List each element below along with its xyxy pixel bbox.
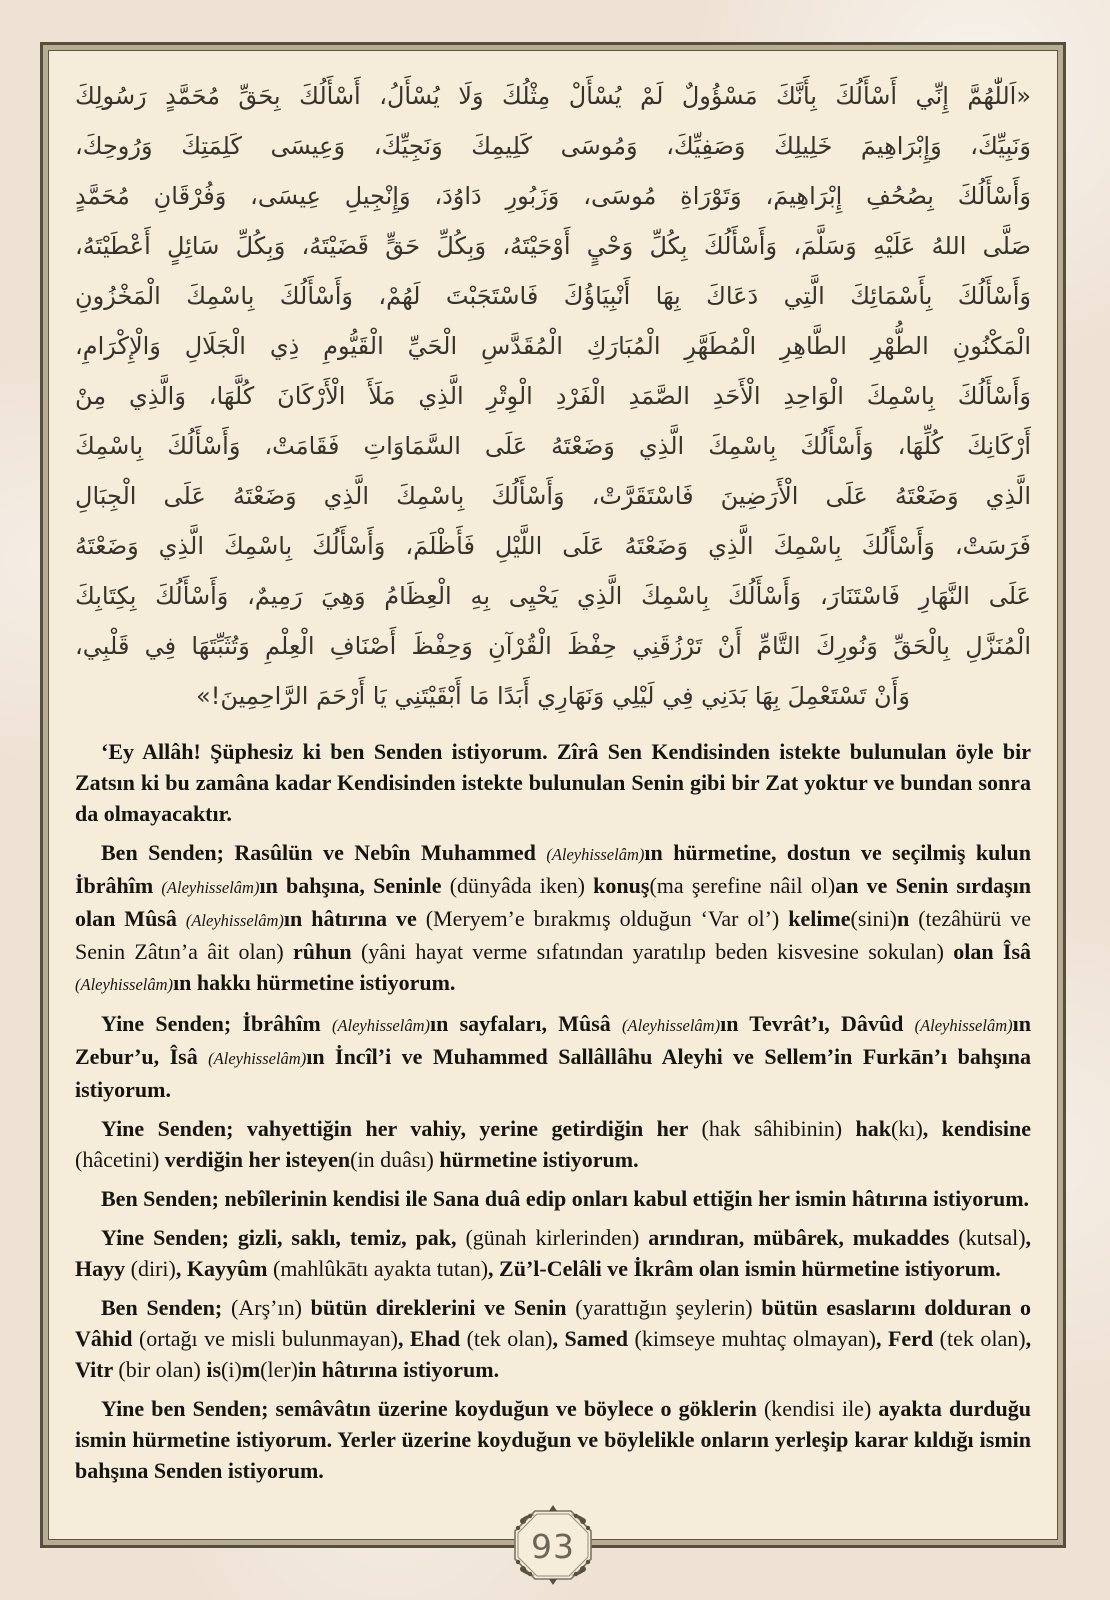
- translation-text: hak: [855, 1116, 891, 1141]
- explanatory-parenthetical: (hak sâhibinin): [701, 1116, 856, 1141]
- translation-text: ın Zebur’u, Îsâ: [75, 1011, 1031, 1069]
- arabic-line: أَرْكَانِكَ كُلِّهَا، وَأَسْأَلُكَ بِاسْمِكَ الَّذِي وَضَعْتَهُ عَلَى السَّمَاوَاتِ فَقَامَتْ، وَأَسْأَلُكَ بِاسْمِكَ: [75, 432, 1031, 460]
- explanatory-parenthetical: (tek olan): [939, 1326, 1026, 1351]
- explanatory-parenthetical: (tek olan): [466, 1326, 553, 1351]
- translation-text: Ben Senden;: [101, 1295, 232, 1320]
- translation-text: Ben Senden; Rasûlün ve Nebîn Muhammed: [101, 840, 547, 865]
- explanatory-parenthetical: (kimseye muhtaç olmayan): [634, 1326, 876, 1351]
- arabic-line: فَرَسَتْ، وَأَسْأَلُكَ بِاسْمِكَ الَّذِي وَضَعْتَهُ عَلَى اللَّيْلِ فَأَظْلَمَ، وَأَسْأَلُكَ بِاسْمِكَ الَّذِي وَضَعْتَهُ: [75, 532, 1031, 560]
- page-content: [49, 51, 1057, 1539]
- arabic-line: وَأَسْأَلُكَ بِاسْمِكَ الْوَاحِدِ الْأَحَدِ الصَّمَدِ الْفَرْدِ الْوِتْرِ الَّذِي مَلَأَ الْأَرْكَانَ كُلَّهَا، وَالَّذِي مِنْ: [75, 382, 1031, 410]
- explanatory-parenthetical: (sini): [850, 906, 897, 931]
- translation-text: an ve Senin sırdaşın olan Mûsâ: [75, 873, 1031, 931]
- translation-text: Yine Senden; gizli, saklı, temiz, pak,: [101, 1225, 466, 1250]
- translation-paragraph: [75, 1222, 1031, 1284]
- translation-text: bütün direklerini ve Senin: [310, 1295, 576, 1320]
- translation-paragraph: [75, 1393, 1031, 1486]
- translation-text: Yine ben Senden; semâvâtın üzerine koyduğun ve böylece o göklerin: [101, 1396, 764, 1421]
- explanatory-parenthetical: (Meryem’e bırakmış olduğun ‘Var ol’): [425, 906, 789, 931]
- explanatory-parenthetical: (bir olan): [118, 1357, 207, 1382]
- translation-text: ın hakkı hürmetine istiyorum.: [173, 970, 456, 995]
- translation-text: , kendisine: [922, 1116, 1031, 1141]
- translation-text: ayakta durduğu ismin hürmetine istiyorum. Yerler üzerine koyduğun ve böylelikle onların yerleşip karar kıldığı ismin bahşına Senden istiyorum.: [75, 1396, 1031, 1483]
- translation-text: in hâtırına istiyorum.: [298, 1357, 500, 1382]
- translation-text: , Ehad: [397, 1326, 467, 1351]
- arabic-prayer-text: [75, 71, 1031, 721]
- translation-text: , Kayyûm: [175, 1256, 274, 1281]
- explanatory-parenthetical: (mahlûkātı ayakta tutan): [273, 1256, 489, 1281]
- translation-text: verdiğin her isteyen: [164, 1147, 351, 1172]
- page-number-badge: [501, 1499, 605, 1591]
- translation-text: ın İncîl’i ve Muhammed Sallâllâhu Aleyhi ve Sellem’in Furkān’ı bahşına istiyorum.: [75, 1044, 1031, 1102]
- page-frame: [40, 42, 1066, 1566]
- explanatory-parenthetical: (diri): [130, 1256, 176, 1281]
- explanatory-parenthetical: (hâcetini): [75, 1147, 165, 1172]
- translation-text: konuş: [593, 873, 650, 898]
- arabic-line: وَأَسْأَلُكَ بِأَسْمَائِكَ الَّتِي دَعَاكَ بِهَا أَنْبِيَاؤُكَ فَاسْتَجَبْتَ لَهُمْ، وَأَسْأَلُكَ بِاسْمِكَ الْمَخْزُونِ: [75, 282, 1031, 310]
- page-number: 93: [531, 1526, 575, 1566]
- translation-text: , Zü’l-Celâli ve İkrâm olan ismin hürmetine istiyorum.: [488, 1256, 1001, 1281]
- translation-text: Yine Senden; İbrâhîm: [101, 1011, 332, 1036]
- explanatory-parenthetical: (ma şerefine nâil ol): [649, 873, 836, 898]
- aleyhisselam-note: (Aleyhisselâm): [622, 1016, 721, 1035]
- explanatory-parenthetical: (Arş’ın): [231, 1295, 311, 1320]
- translation-text: , Hayy: [75, 1225, 1032, 1281]
- translation-paragraph: [75, 1113, 1031, 1175]
- aleyhisselam-note: (Aleyhisselâm): [914, 1016, 1013, 1035]
- translation-text: ın Tevrât’ı, Dâvûd: [720, 1011, 915, 1036]
- translation-text: hürmetine istiyorum.: [439, 1147, 639, 1172]
- translation-text: n: [896, 906, 919, 931]
- translation-text: ın sayfaları, Mûsâ: [430, 1011, 623, 1036]
- arabic-line: وَأَنْ تَسْتَعْمِلَ بِهَا بَدَنِي فِي لَيْلِي وَنَهَارِي أَبَدًا مَا أَبْقَيْتَنِي يَا أَرْحَمَ الرَّاحِمِينَ!»: [196, 682, 910, 710]
- translation-text: is: [206, 1357, 222, 1382]
- translation-paragraph: [75, 1292, 1031, 1385]
- explanatory-parenthetical: (yâni hayat verme sıfatından yaratılıp beden kisvesine sokulan): [360, 939, 954, 964]
- translation-text: ın hâtırına ve: [283, 906, 426, 931]
- arabic-line: وَأَسْأَلُكَ بِصُحُفِ إِبْرَاهِيمَ، وَتَوْرَاةِ مُوسَى، وَزَبُورِ دَاوُدَ، وَإِنْجِيلِ عِيسَى، وَفُرْقَانِ مُحَمَّدٍ: [75, 182, 1031, 210]
- aleyhisselam-note: (Aleyhisselâm): [331, 1016, 431, 1035]
- arabic-line: الْمُنَزَّلِ بِالْحَقِّ وَنُورِكَ التَّامِّ أَنْ تَرْزُقَنِي حِفْظَ الْقُرْآنِ وَحِفْظَ أَصْنَافِ الْعِلْمِ وَتُثَبِّتَهَا فِي قَلْبِي،: [75, 632, 1031, 660]
- explanatory-parenthetical: (kı): [891, 1116, 923, 1141]
- aleyhisselam-note: (Aleyhisselâm): [185, 911, 284, 930]
- aleyhisselam-note: (Aleyhisselâm): [161, 878, 260, 897]
- translation-paragraph: [75, 1183, 1031, 1214]
- turkish-translation: [75, 736, 1031, 1486]
- translation-text: , Samed: [552, 1326, 635, 1351]
- translation-text: rûhun: [292, 939, 361, 964]
- translation-paragraph: [75, 736, 1031, 829]
- arabic-line: الَّذِي وَضَعْتَهُ عَلَى الْأَرَضِينَ فَاسْتَقَرَّتْ، وَأَسْأَلُكَ بِاسْمِكَ الَّذِي وَضَعْتَهُ عَلَى الْجِبَالِ: [75, 482, 1031, 510]
- translation-text: kelime: [788, 906, 851, 931]
- arabic-line: الْمَكْنُونِ الطُّهْرِ الطَّاهِرِ الْمُطَهَّرِ الْمُبَارَكِ الْمُقَدَّسِ الْحَيِّ الْقَيُّومِ ذِي الْجَلَالِ وَالْإِكْرَامِ،: [75, 332, 1031, 360]
- explanatory-parenthetical: (dünyâda iken): [449, 873, 594, 898]
- arabic-line: عَلَى النَّهَارِ فَاسْتَنَارَ، وَأَسْأَلُكَ بِاسْمِكَ الَّذِي يَحْيِى بِهِ الْعِظَامُ وَهِيَ رَمِيمٌ، وَأَسْأَلُكَ بِكِتَابِكَ: [75, 582, 1031, 610]
- translation-text: Ben Senden; nebîlerinin kendisi ile Sana duâ edip onları kabul ettiğin her ismin hâtırına istiyorum.: [101, 1186, 1030, 1211]
- arabic-line: وَنَبِيِّكَ، وَإِبْرَاهِيمَ خَلِيلِكَ وَصَفِيِّكَ، وَمُوسَى كَلِيمِكَ وَنَجِيِّكَ، وَعِيسَى كَلِمَتِكَ وَرُوحِكَ،: [75, 132, 1031, 160]
- translation-paragraph: [75, 837, 1031, 1000]
- translation-text: Yine Senden; vahyettiğin her vahiy, yerine getirdiğin her: [101, 1116, 702, 1141]
- explanatory-parenthetical: (i): [221, 1357, 242, 1382]
- translation-text: m: [241, 1357, 261, 1382]
- translation-text: olan Îsâ: [953, 939, 1032, 964]
- explanatory-parenthetical: (ler): [260, 1357, 298, 1382]
- translation-text: ın bahşına, Seninle: [259, 873, 450, 898]
- explanatory-parenthetical: (günah kirlerinden): [465, 1225, 649, 1250]
- translation-text: ‘Ey Allâh! Şüphesiz ki ben Senden istiyorum. Zîrâ Sen Kendisinden istekte bulunulan öyle bir Zatsın ki bu zamâna kadar Kendisinden istekte bulunulan Senin gibi bir Zat yoktur ve bundan sonra da olmayacaktır.: [75, 739, 1031, 826]
- translation-text: , Vitr: [75, 1326, 1032, 1382]
- aleyhisselam-note: (Aleyhisselâm): [75, 975, 174, 994]
- translation-text: arındıran, mübârek, mukaddes: [648, 1225, 959, 1250]
- translation-paragraph: [75, 1008, 1031, 1105]
- arabic-line: صَلَّى اللهُ عَلَيْهِ وَسَلَّمَ، وَأَسْأَلُكَ بِكُلِّ وَحْيٍ أَوْحَيْتَهُ، وَبِكُلِّ حَقٍّ قَضَيْتَهُ، وَبِكُلِّ سَائِلٍ أَعْطَيْتَهُ،: [75, 232, 1031, 260]
- translation-text: , Ferd: [875, 1326, 940, 1351]
- arabic-line: «اَللّٰهُمَّ إِنِّي أَسْأَلُكَ بِأَنَّكَ مَسْؤُولٌ لَمْ يُسْأَلْ مِثْلُكَ وَلَا يُسْأَلُ، أَسْأَلُكَ بِحَقِّ مُحَمَّدٍ رَسُولِكَ: [75, 82, 1031, 110]
- aleyhisselam-note: (Aleyhisselâm): [546, 845, 645, 864]
- explanatory-parenthetical: (ortağı ve misli bulunmayan): [138, 1326, 398, 1351]
- explanatory-parenthetical: (in duâsı): [350, 1147, 440, 1172]
- aleyhisselam-note: (Aleyhisselâm): [208, 1049, 307, 1068]
- explanatory-parenthetical: (kendisi ile): [763, 1396, 879, 1421]
- translation-text: ın hürmetine, dostun ve seçilmiş kulun İbrâhîm: [75, 840, 1031, 898]
- translation-text: bütün esaslarını dolduran o Vâhid: [75, 1295, 1031, 1351]
- explanatory-parenthetical: (kutsal): [958, 1225, 1026, 1250]
- explanatory-parenthetical: (yarattığın şeylerin): [575, 1295, 762, 1320]
- explanatory-parenthetical: (tezâhürü ve Senin Zâtın’a âit olan): [75, 906, 1031, 964]
